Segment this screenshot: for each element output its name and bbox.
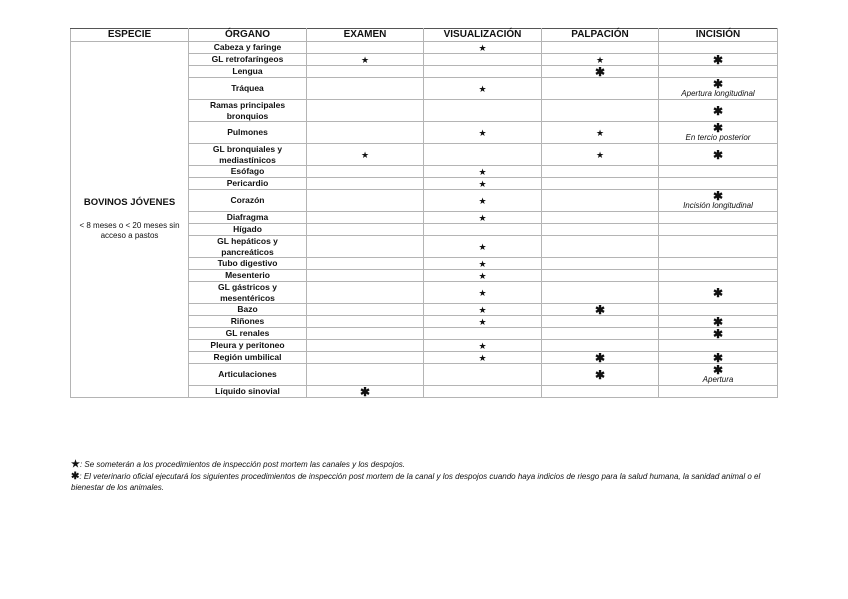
palpacion-cell <box>542 178 659 190</box>
organ-cell: GL hepáticos y pancreáticos <box>189 236 307 258</box>
organ-cell: GL bronquiales y mediastínicos <box>189 144 307 166</box>
examen-cell <box>307 42 424 54</box>
asterisk-icon: ✱ <box>712 120 724 135</box>
incision-cell <box>659 304 778 316</box>
incision-note: En tercio posterior <box>685 132 751 142</box>
organ-cell: Diafragma <box>189 212 307 224</box>
incision-cell <box>659 190 778 212</box>
palpacion-cell <box>542 78 659 100</box>
asterisk-icon: ✱ <box>712 350 724 365</box>
visualizacion-cell <box>424 364 542 386</box>
organ-cell: Hígado <box>189 224 307 236</box>
organ-cell: GL gástricos y mesentéricos <box>189 282 307 304</box>
header-palpacion: PALPACIÓN <box>542 29 659 42</box>
visualizacion-cell <box>424 304 542 316</box>
palpacion-cell <box>542 224 659 236</box>
star-icon: ★ <box>478 270 487 281</box>
palpacion-cell <box>542 236 659 258</box>
examen-cell <box>307 340 424 352</box>
asterisk-icon: ✱ <box>712 314 724 329</box>
footnotes <box>71 459 781 494</box>
organ-cell: Tubo digestivo <box>189 258 307 270</box>
visualizacion-cell <box>424 178 542 190</box>
star-icon: ★ <box>478 258 487 269</box>
star-icon: ★ <box>595 54 605 65</box>
examen-cell <box>307 386 424 398</box>
incision-cell <box>659 78 778 100</box>
examen-cell <box>307 100 424 122</box>
table-row <box>71 42 778 54</box>
visualizacion-cell <box>424 316 542 328</box>
palpacion-cell <box>542 66 659 78</box>
examen-cell <box>307 352 424 364</box>
examen-cell <box>307 258 424 270</box>
star-icon: ★ <box>360 54 370 65</box>
star-icon: ★ <box>478 83 487 94</box>
examen-cell <box>307 190 424 212</box>
incision-cell <box>659 122 778 144</box>
incision-cell <box>659 42 778 54</box>
asterisk-icon: ✱ <box>712 188 724 203</box>
examen-cell <box>307 236 424 258</box>
visualizacion-cell <box>424 212 542 224</box>
examen-cell <box>307 178 424 190</box>
organ-cell: Corazón <box>189 190 307 212</box>
incision-cell <box>659 100 778 122</box>
palpacion-cell <box>542 316 659 328</box>
palpacion-cell <box>542 54 659 66</box>
visualizacion-cell <box>424 340 542 352</box>
palpacion-cell <box>542 122 659 144</box>
asterisk-icon: ✱ <box>359 384 371 399</box>
header-especie: ESPECIE <box>71 29 189 42</box>
palpacion-cell <box>542 304 659 316</box>
organ-cell: Tráquea <box>189 78 307 100</box>
asterisk-icon: ✱ <box>594 367 606 382</box>
examen-cell <box>307 54 424 66</box>
visualizacion-cell <box>424 328 542 340</box>
organ-cell: Cabeza y faringe <box>189 42 307 54</box>
examen-cell <box>307 166 424 178</box>
organ-cell: Pericardio <box>189 178 307 190</box>
examen-cell <box>307 224 424 236</box>
organ-cell: Lengua <box>189 66 307 78</box>
asterisk-icon: ✱ <box>594 302 606 317</box>
star-icon: ★ <box>478 304 487 315</box>
palpacion-cell <box>542 190 659 212</box>
star-icon: ★ <box>478 352 487 363</box>
asterisk-icon: ✱ <box>71 471 80 482</box>
visualizacion-cell <box>424 236 542 258</box>
incision-cell <box>659 224 778 236</box>
star-icon: ★ <box>595 127 605 138</box>
examen-cell <box>307 304 424 316</box>
incision-note: Apertura longitudinal <box>681 88 755 98</box>
footnote-asterisk-text: : El veterinario oficial ejecutará los siguientes procedimientos de inspección post mortem de la canal y los despojos cuando haya indicios de riesgo para la salud humana, la sanidad animal o el bienestar de los animales. <box>71 472 761 492</box>
star-icon: ★ <box>478 316 487 327</box>
star-icon: ★ <box>595 149 605 160</box>
examen-cell <box>307 364 424 386</box>
header-examen: EXAMEN <box>307 29 424 42</box>
visualizacion-cell <box>424 42 542 54</box>
asterisk-icon: ✱ <box>712 52 724 67</box>
incision-cell <box>659 364 778 386</box>
palpacion-cell <box>542 144 659 166</box>
organ-cell: Ramas principales bronquios <box>189 100 307 122</box>
palpacion-cell <box>542 166 659 178</box>
asterisk-icon: ✱ <box>712 76 724 91</box>
inspection-table <box>70 28 778 398</box>
examen-cell <box>307 212 424 224</box>
species-cell <box>71 42 189 398</box>
palpacion-cell <box>542 386 659 398</box>
examen-cell <box>307 144 424 166</box>
incision-cell <box>659 212 778 224</box>
organ-cell: Región umbilical <box>189 352 307 364</box>
examen-cell <box>307 328 424 340</box>
star-icon: ★ <box>71 459 80 470</box>
organ-cell: Articulaciones <box>189 364 307 386</box>
palpacion-cell <box>542 270 659 282</box>
visualizacion-cell <box>424 100 542 122</box>
star-icon: ★ <box>478 166 487 177</box>
visualizacion-cell <box>424 270 542 282</box>
star-icon: ★ <box>478 212 487 223</box>
asterisk-icon: ✱ <box>594 350 606 365</box>
visualizacion-cell <box>424 190 542 212</box>
examen-cell <box>307 282 424 304</box>
star-icon: ★ <box>478 340 487 351</box>
incision-cell <box>659 270 778 282</box>
palpacion-cell <box>542 364 659 386</box>
examen-cell <box>307 316 424 328</box>
species-name: BOVINOS JÓVENES <box>83 197 176 209</box>
star-icon: ★ <box>478 241 487 252</box>
incision-note: Apertura <box>702 374 734 384</box>
incision-cell <box>659 178 778 190</box>
star-icon: ★ <box>478 195 487 206</box>
visualizacion-cell <box>424 66 542 78</box>
palpacion-cell <box>542 100 659 122</box>
incision-cell <box>659 236 778 258</box>
organ-cell: Esófago <box>189 166 307 178</box>
star-icon: ★ <box>478 42 487 53</box>
organ-cell: GL renales <box>189 328 307 340</box>
visualizacion-cell <box>424 144 542 166</box>
palpacion-cell <box>542 212 659 224</box>
organ-cell: Líquido sinovial <box>189 386 307 398</box>
incision-cell <box>659 316 778 328</box>
organ-cell: Pulmones <box>189 122 307 144</box>
header-incision: INCISIÓN <box>659 29 778 42</box>
organ-cell: GL retrofaríngeos <box>189 54 307 66</box>
incision-cell <box>659 144 778 166</box>
palpacion-cell <box>542 340 659 352</box>
visualizacion-cell <box>424 78 542 100</box>
examen-cell <box>307 66 424 78</box>
palpacion-cell <box>542 42 659 54</box>
star-icon: ★ <box>360 149 370 160</box>
visualizacion-cell <box>424 386 542 398</box>
incision-cell <box>659 386 778 398</box>
star-icon: ★ <box>478 287 487 298</box>
asterisk-icon: ✱ <box>712 147 724 162</box>
asterisk-icon: ✱ <box>712 103 724 118</box>
palpacion-cell <box>542 352 659 364</box>
incision-cell <box>659 66 778 78</box>
incision-cell <box>659 328 778 340</box>
incision-cell <box>659 352 778 364</box>
visualizacion-cell <box>424 258 542 270</box>
incision-cell <box>659 166 778 178</box>
examen-cell <box>307 122 424 144</box>
organ-cell: Riñones <box>189 316 307 328</box>
table-header-row <box>71 29 778 42</box>
organ-cell: Mesenterio <box>189 270 307 282</box>
palpacion-cell <box>542 282 659 304</box>
incision-cell <box>659 282 778 304</box>
header-organo: ÓRGANO <box>189 29 307 42</box>
asterisk-icon: ✱ <box>712 362 724 377</box>
incision-cell <box>659 258 778 270</box>
palpacion-cell <box>542 258 659 270</box>
footnote-star-text: : Se someterán a los procedimientos de inspección post mortem las canales y los despojos. <box>79 460 406 469</box>
palpacion-cell <box>542 328 659 340</box>
visualizacion-cell <box>424 122 542 144</box>
examen-cell <box>307 78 424 100</box>
visualizacion-cell <box>424 224 542 236</box>
footnote-asterisk <box>71 471 781 493</box>
star-icon: ★ <box>478 127 487 138</box>
incision-cell <box>659 340 778 352</box>
visualizacion-cell <box>424 166 542 178</box>
star-icon: ★ <box>478 178 487 189</box>
organ-cell: Bazo <box>189 304 307 316</box>
organ-cell: Pleura y peritoneo <box>189 340 307 352</box>
header-visualizacion: VISUALIZACIÓN <box>424 29 542 42</box>
incision-cell <box>659 54 778 66</box>
species-note: < 8 meses o < 20 meses sin acceso a pastos <box>79 220 180 240</box>
asterisk-icon: ✱ <box>594 64 606 79</box>
visualizacion-cell <box>424 352 542 364</box>
asterisk-icon: ✱ <box>712 285 724 300</box>
asterisk-icon: ✱ <box>712 326 724 341</box>
footnote-star <box>71 459 781 470</box>
visualizacion-cell <box>424 54 542 66</box>
visualizacion-cell <box>424 282 542 304</box>
examen-cell <box>307 270 424 282</box>
incision-note: Incisión longitudinal <box>683 200 753 210</box>
